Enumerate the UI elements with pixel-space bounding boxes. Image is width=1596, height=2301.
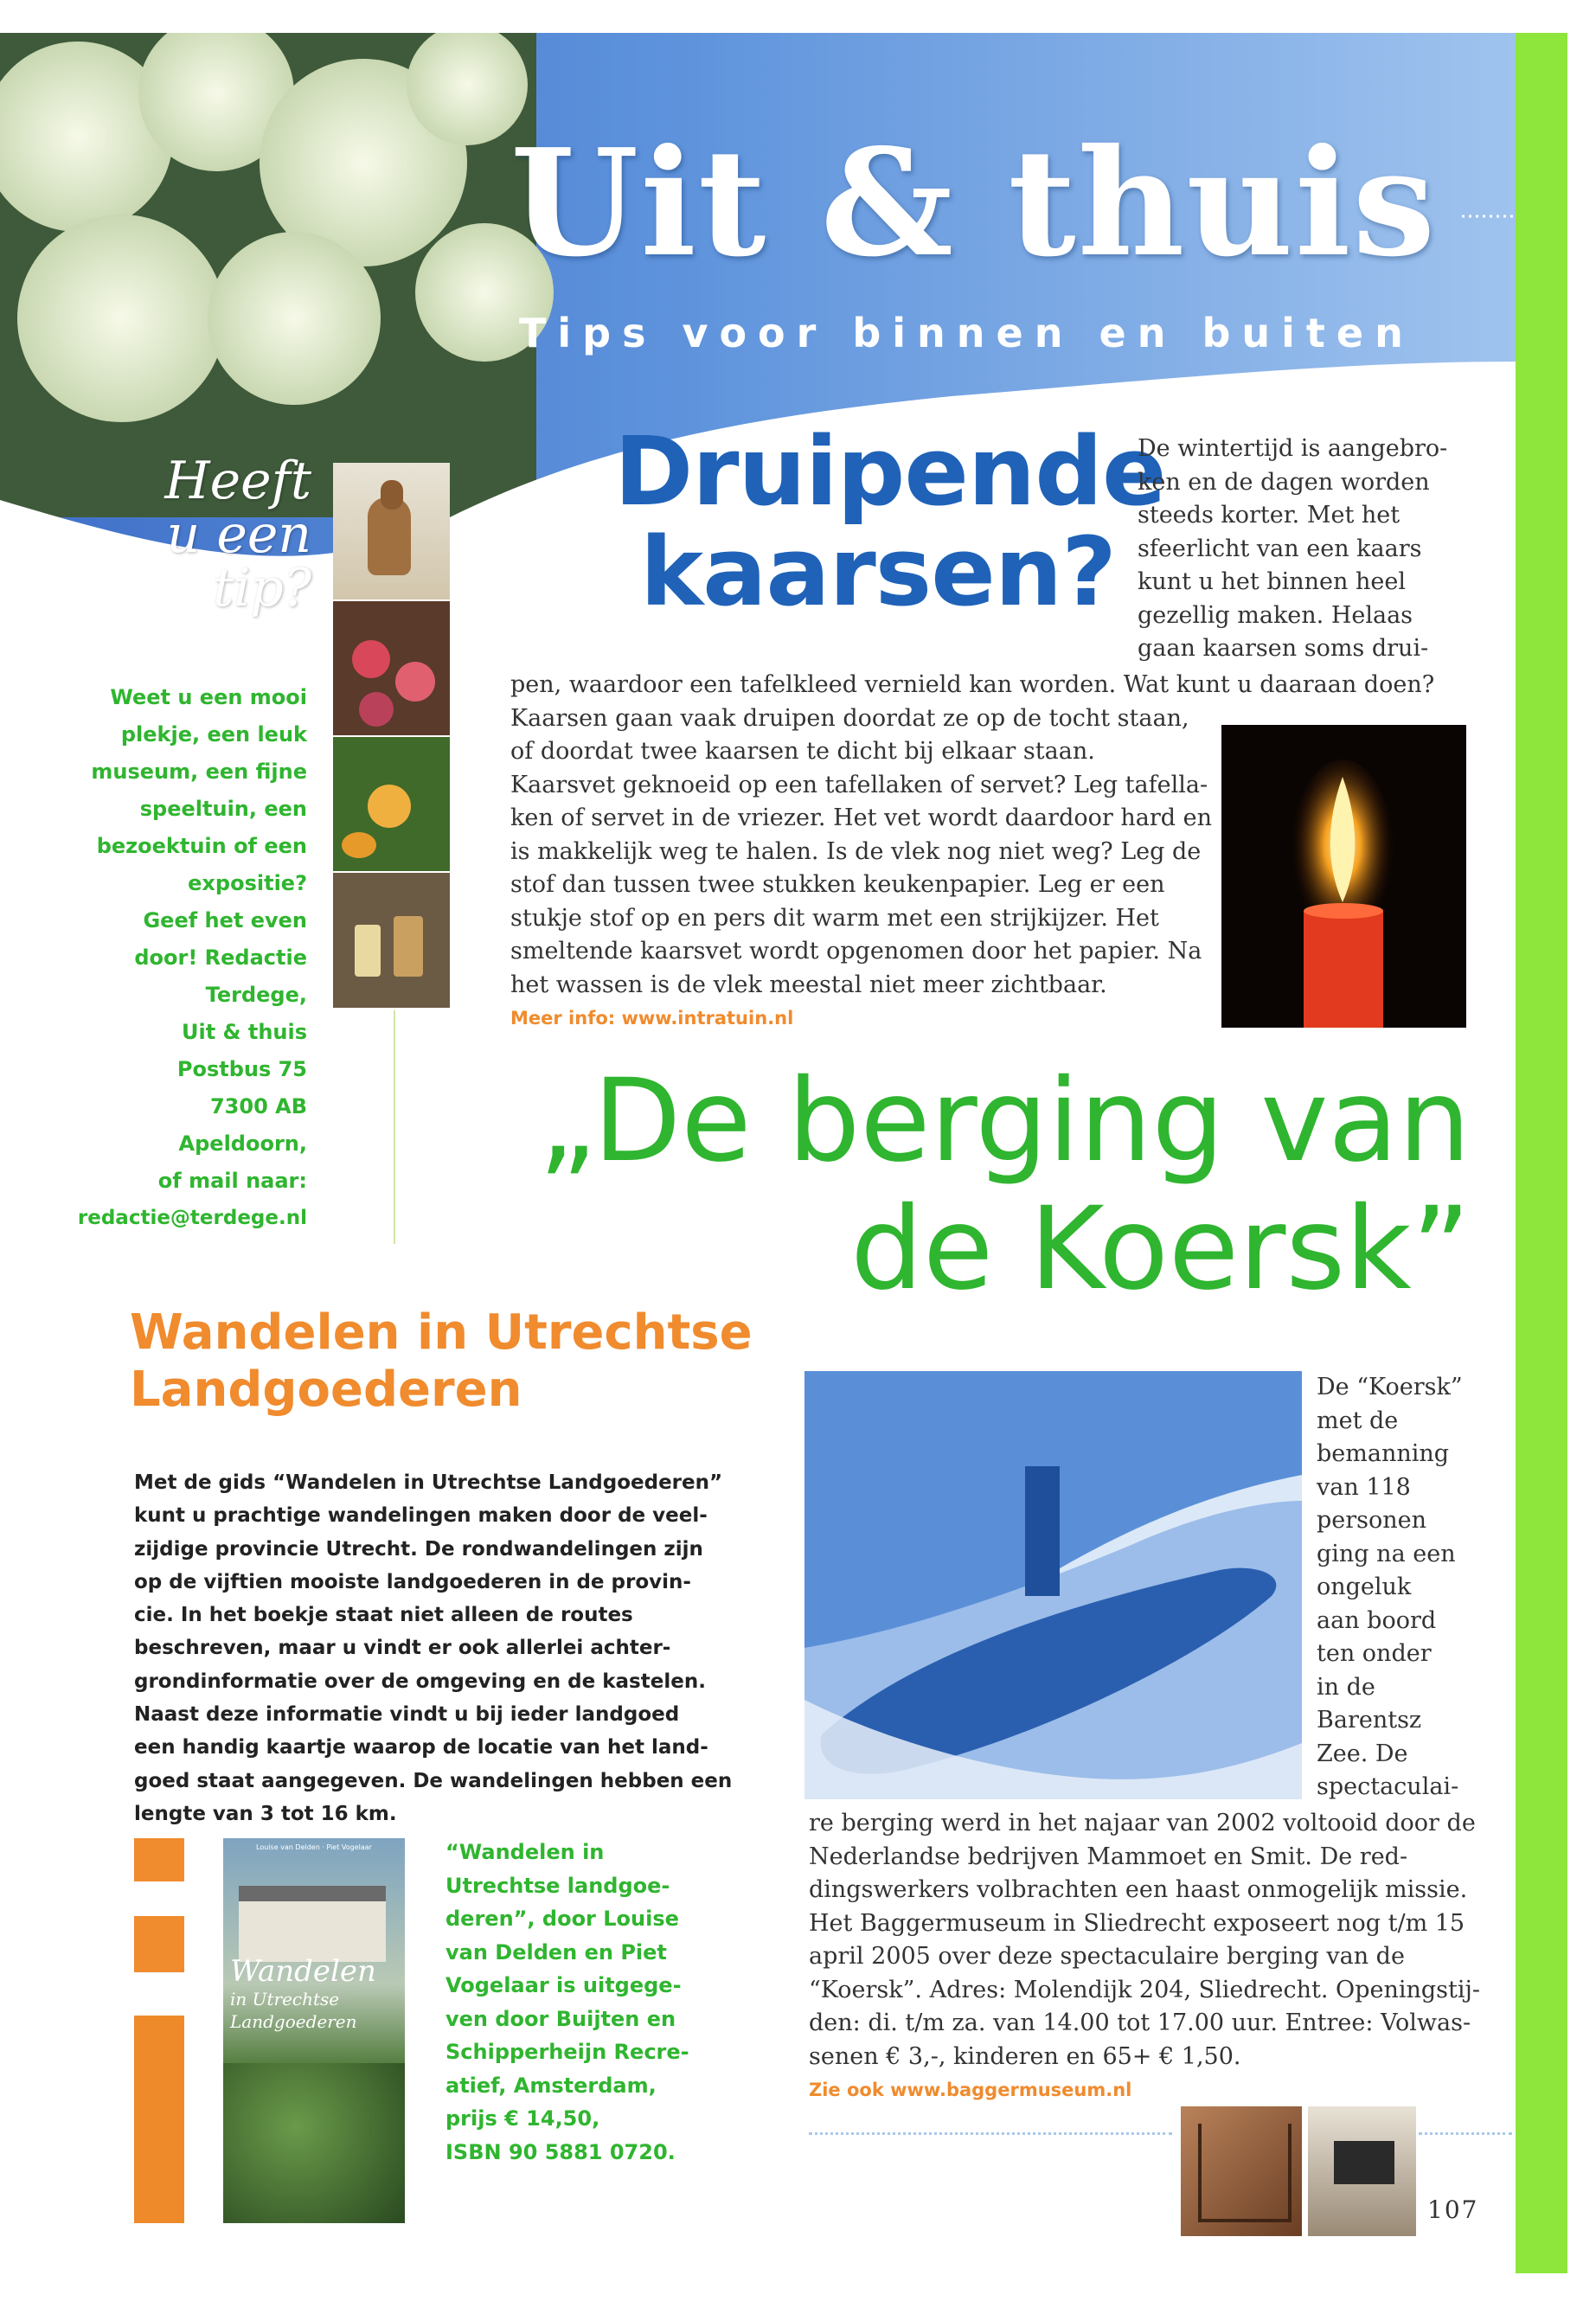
koersk-side-line: ongeluk <box>1317 1574 1412 1600</box>
koersk-body-line: april 2005 over deze spectaculaire berging van de <box>809 1943 1405 1970</box>
kaarsen-body-line: stof dan tussen twee stukken keukenpapier. Leg er een <box>510 871 1165 898</box>
kaarsen-body-line: Kaarsen gaan vaak druipen doordat ze op de tocht staan, <box>510 704 1189 732</box>
tip-line: 7300 AB <box>209 1094 307 1118</box>
book-caption-line: “Wandelen in <box>445 1840 605 1864</box>
koersk-body <box>809 1807 1480 2107</box>
orange-block <box>134 2016 184 2223</box>
giraffe-toy-photo <box>333 463 450 599</box>
kaarsen-title <box>614 416 1166 627</box>
koersk-side-line: ging na een <box>1317 1540 1456 1567</box>
kaarsen-intro-line: sfeerlicht van een kaars <box>1138 535 1422 562</box>
koersk-see-also[interactable]: Zie ook www.baggermuseum.nl <box>809 2080 1132 2100</box>
orange-block <box>134 1838 184 1881</box>
kaarsen-intro-line: gaan kaarsen soms drui- <box>1138 635 1429 662</box>
koersk-title <box>467 1054 1471 1316</box>
koersk-body-line: re berging werd in het najaar van 2002 voltooid door de <box>809 1810 1476 1836</box>
book-caption-line: Utrechtse landgoe- <box>445 1873 670 1898</box>
koersk-body-line: “Koersk”. Adres: Molendijk 204, Sliedrecht. Openingstij- <box>809 1976 1480 2003</box>
book-caption-line: deren”, door Louise <box>445 1907 679 1931</box>
koersk-title-line: „De berging van <box>538 1054 1471 1188</box>
tip-line: Postbus 75 <box>176 1057 307 1081</box>
koersk-title-line: de Koersk” <box>850 1183 1471 1316</box>
koersk-body-line: den: di. t/m za. van 14.00 tot 17.00 uur. Entree: Volwas- <box>809 2009 1471 2036</box>
tip-line: door! Redactie <box>134 945 307 970</box>
tip-text <box>52 679 307 1237</box>
koersk-side-line: spectaculai- <box>1317 1773 1459 1800</box>
tip-line: Uit & thuis <box>182 1020 307 1044</box>
book-house-image <box>239 1886 386 1962</box>
dotted-divider <box>809 2132 1172 2135</box>
wandelen-body-line: kunt u prachtige wandelingen maken door de veel- <box>134 1504 708 1528</box>
koersk-side-line: De “Koersk” <box>1317 1374 1463 1400</box>
vegetables-photo <box>333 601 450 735</box>
kaarsen-intro-line: steeds korter. Met het <box>1138 502 1401 529</box>
book-caption-line: Schipperheijn Recre- <box>445 2040 689 2064</box>
kaarsen-body-line: is makkelijk weg te halen. Is de vlek nog niet weg? Leg de <box>510 837 1202 865</box>
book-caption <box>445 1836 689 2169</box>
kaarsen-body-line: ken of servet in de vriezer. Het vet wordt daardoor hard en <box>510 804 1212 831</box>
kaarsen-intro-line: ken en de dagen worden <box>1138 468 1430 496</box>
tip-email[interactable]: redactie@terdege.nl <box>77 1207 307 1229</box>
koersk-side-line: ten onder <box>1317 1640 1432 1667</box>
wandelen-body-line: grondinformatie over de omgeving en de kastelen. <box>134 1670 706 1693</box>
koersk-side-text <box>1317 1371 1463 1804</box>
wandelen-body-line: cie. In het boekje staat niet alleen de routes <box>134 1604 633 1627</box>
kaarsen-body-line: stukje stof op en pers dit warm met een strijkijzer. Het <box>510 904 1159 932</box>
koersk-side-line: bemanning <box>1317 1440 1450 1467</box>
wandelen-body <box>134 1466 732 1830</box>
kaarsen-intro-line: kunt u het binnen heel <box>1138 568 1406 595</box>
kaarsen-body-line: pen, waardoor een tafelkleed vernield kan worden. Wat kunt u daaraan doen? <box>510 671 1435 698</box>
wandelen-body-line: lengte van 3 tot 16 km. <box>134 1802 397 1825</box>
wandelen-title-line: Wandelen in Utrechtse <box>130 1304 753 1361</box>
book-caption-line: van Delden en Piet <box>445 1939 667 1965</box>
book-caption-line: prijs € 14,50, <box>445 2106 600 2131</box>
page-subtitle: Tips voor binnen en buiten <box>519 310 1414 356</box>
kaarsen-body-line: smeltende kaarsvet wordt opgenomen door het papier. Na <box>510 938 1202 965</box>
tip-line: bezoektuin of een <box>96 834 307 858</box>
tip-heading-line: Heeft <box>164 451 311 511</box>
book-cover <box>223 1838 405 2223</box>
book-title-line: in Utrechtse <box>230 1989 340 2009</box>
tip-line: Weet u een mooi <box>110 685 307 709</box>
kaarsen-intro-line: De wintertijd is aangebro- <box>1138 435 1448 462</box>
book-caption-line: ISBN 90 5881 0720. <box>445 2139 676 2164</box>
page-number: 107 <box>1427 2195 1479 2224</box>
museum-photo <box>1181 2106 1302 2236</box>
tip-heading-line: tip? <box>213 558 311 619</box>
kaarsen-title-line: Druipende <box>614 416 1166 527</box>
tip-line: of mail naar: <box>157 1169 307 1193</box>
kaarsen-body-line: het wassen is de vlek meestal niet meer zichtbaar. <box>510 971 1107 998</box>
koersk-body-line: Nederlandse bedrijven Mammoet en Smit. De red- <box>809 1843 1408 1870</box>
wandelen-body-line: goed staat aangegeven. De wandelingen hebben een <box>134 1769 733 1792</box>
photo-strip <box>333 463 450 1008</box>
dotted-divider <box>1419 2132 1512 2135</box>
book-caption-line: Vogelaar is uitgege- <box>445 1973 682 1997</box>
wandelen-body-line: een handig kaartje waarop de locatie van het land- <box>134 1736 708 1759</box>
tip-heading-line: u een <box>166 504 311 565</box>
candle-photo <box>1221 725 1466 1028</box>
tip-line: speeltuin, een <box>139 797 307 821</box>
book-authors: Louise van Delden · Piet Vogelaar <box>256 1843 372 1851</box>
book-caption-line: atief, Amsterdam, <box>445 2073 657 2098</box>
tip-line: Geef het even <box>143 908 307 933</box>
kaarsen-intro-line: gezellig maken. Helaas <box>1138 601 1413 629</box>
tip-heading <box>130 451 311 619</box>
koersk-body-line: senen € 3,-, kinderen en 65+ € 1,50. <box>809 2042 1241 2070</box>
orange-block <box>134 1916 184 1972</box>
kaarsen-intro <box>1138 433 1501 666</box>
page-title: Uit & thuis <box>510 117 1438 290</box>
column-divider <box>394 1010 395 1244</box>
museum-photo <box>1308 2106 1416 2236</box>
koersk-body-line: dingswerkers volbrachten een haast onmogelijk missie. <box>809 1876 1468 1903</box>
wandelen-body-line: zijdige provincie Utrecht. De rondwandelingen zijn <box>134 1537 703 1561</box>
book-caption-line: ven door Buijten en <box>445 2006 676 2031</box>
tip-line: museum, een fijne <box>91 760 307 784</box>
book-trees-image <box>223 2063 405 2223</box>
tip-line: plekje, een leuk <box>120 722 307 747</box>
garden-photo <box>333 737 450 871</box>
book-title-line: Landgoederen <box>230 2011 357 2032</box>
tip-line: expositie? <box>188 871 307 895</box>
koersk-side-line: aan boord <box>1317 1606 1437 1634</box>
drinks-photo <box>333 873 450 1008</box>
wandelen-body-line: Met de gids “Wandelen in Utrechtse Landgoederen” <box>134 1471 723 1494</box>
tip-line: Apeldoorn, <box>178 1131 307 1156</box>
koersk-side-line: van 118 <box>1317 1473 1411 1501</box>
tip-line: Terdege, <box>205 983 307 1007</box>
koersk-side-line: Zee. De <box>1317 1740 1408 1767</box>
green-side-bar <box>1516 33 1567 2273</box>
wandelen-body-line: Naast deze informatie vindt u bij ieder landgoed <box>134 1703 680 1727</box>
koersk-side-line: met de <box>1317 1407 1399 1434</box>
koersk-side-line: Barentsz <box>1317 1707 1422 1734</box>
wandelen-body-line: op de vijftien mooiste landgoederen in de provin- <box>134 1570 691 1593</box>
wandelen-title <box>130 1304 753 1419</box>
kaarsen-body-line: of doordat twee kaarsen te dicht bij elkaar staan. <box>510 738 1095 765</box>
koersk-body-line: Het Baggermuseum in Sliedrecht exposeert nog t/m 15 <box>809 1909 1465 1937</box>
koersk-side-line: in de <box>1317 1673 1375 1701</box>
submarine-photo <box>804 1371 1302 1799</box>
wandelen-title-line: Landgoederen <box>130 1362 522 1418</box>
kaarsen-more-info[interactable]: Meer info: www.intratuin.nl <box>510 1008 794 1029</box>
kaarsen-title-line: kaarsen? <box>639 516 1116 627</box>
book-title <box>230 1955 403 2033</box>
kaarsen-body-line: Kaarsvet geknoeid op een tafellaken of servet? Leg tafella- <box>510 771 1208 798</box>
book-title-line: Wandelen <box>230 1954 376 1989</box>
koersk-side-line: personen <box>1317 1507 1427 1534</box>
wandelen-body-line: beschreven, maar u vindt er ook allerlei achter- <box>134 1637 671 1660</box>
